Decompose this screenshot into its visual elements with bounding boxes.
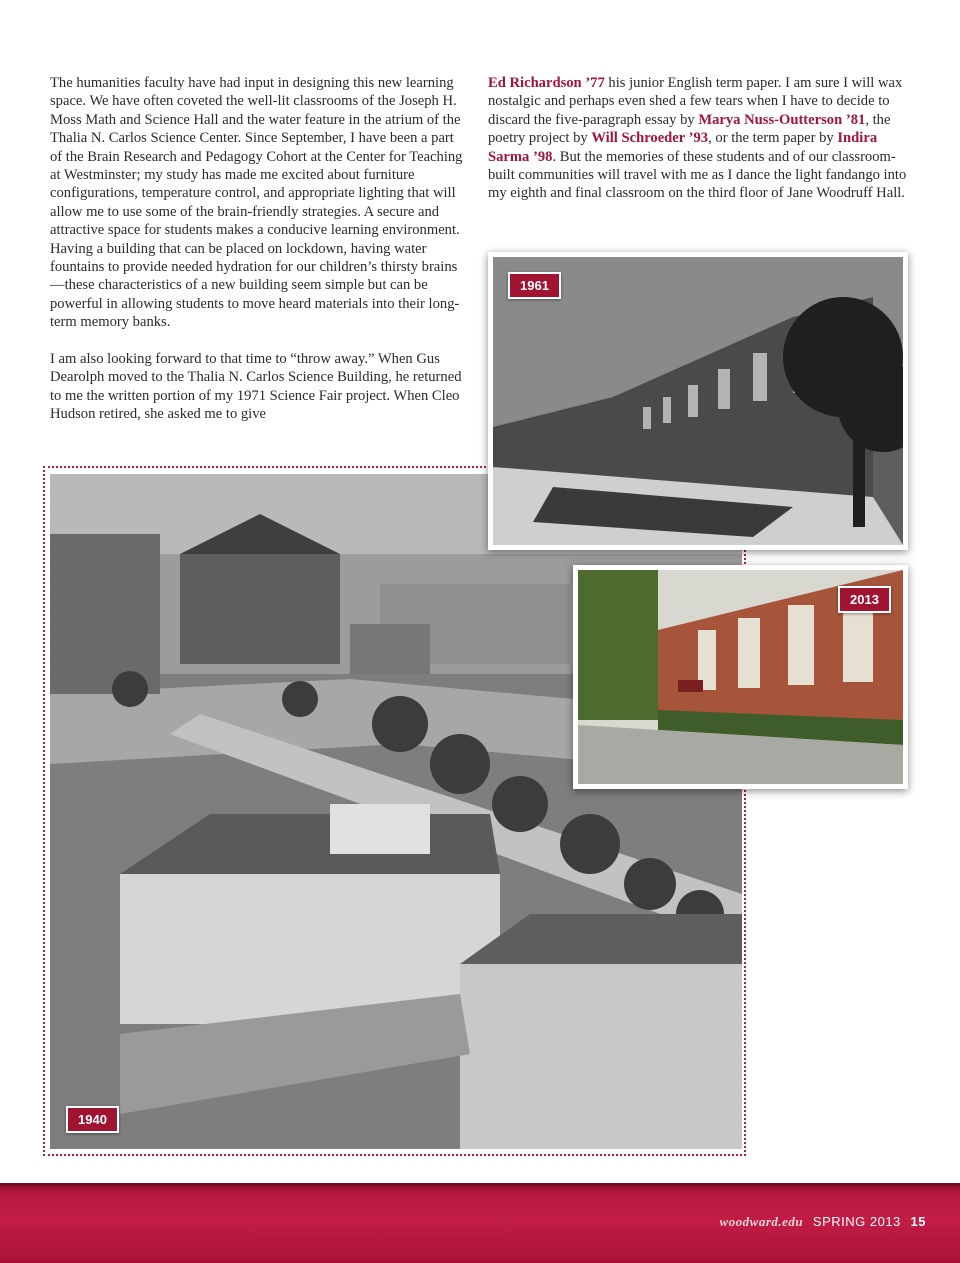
student-name: Ed Richardson ’77: [488, 75, 605, 91]
body-text: , the poetry project by: [488, 111, 891, 147]
right-column: [488, 74, 910, 221]
body-paragraph-3: [488, 74, 910, 203]
student-name: Marya Nuss-Outterson ’81: [698, 111, 866, 128]
year-label-1940: 1940: [66, 1106, 119, 1133]
body-paragraph-1: The humanities faculty have had input in designing this new learning space. We have often coveted the well-lit classrooms of the Joseph H. Moss Math and Science Hall and the water feature in the atrium of the Thalia N. Carlos Science Center. Since September, I have been a part of the Brain Research and Pedagogy Cohort at the Center for Teaching at Westminster; my study has made me excited about furniture configurations, temperature control, and appropriate lighting that will allow me to use some of the brain-friendly strategies. A secure and attractive space for students makes a conducive learning environment. Having a building that can be placed on lockdown, having water fountains to provide needed hydration for our children’s thirsty brains—these characteristics of a new building seem simple but can be powerful in allowing students to move heard materials into their long-term memory banks.: [50, 75, 463, 331]
year-label-1961: 1961: [508, 272, 561, 299]
left-column: [50, 74, 468, 442]
student-name: Will Schroeder ’93: [591, 130, 709, 147]
body-text: his junior English term paper. I am sure I will wax nostalgic and perhaps even shed a few tears when I have to decide to discard the five-paragraph essay by: [488, 75, 903, 128]
body-paragraph-2: I am also looking forward to that time to “throw away.” When Gus Dearolph moved to the Thalia N. Carlos Science Building, he returned to me the written portion of my 1971 Science Fair project. When Cleo Hudson retired, she asked me to give: [50, 351, 462, 423]
year-label-2013: 2013: [838, 586, 891, 613]
folio: [720, 1214, 927, 1230]
student-name: Indira Sarma ’98: [488, 130, 878, 165]
footer-issue: SPRING 2013: [812, 1214, 901, 1229]
building-1961-image: [493, 257, 903, 545]
footer-website: woodward.edu: [719, 1214, 804, 1229]
body-text: . But the memories of these students and of our classroom-built communities will travel with me as I dance the light fandango into my eighth and final classroom on the third floor of Jane Woodruff Hall.: [488, 148, 907, 202]
page-number: 15: [910, 1214, 926, 1229]
body-text: , or the term paper by: [708, 130, 838, 147]
